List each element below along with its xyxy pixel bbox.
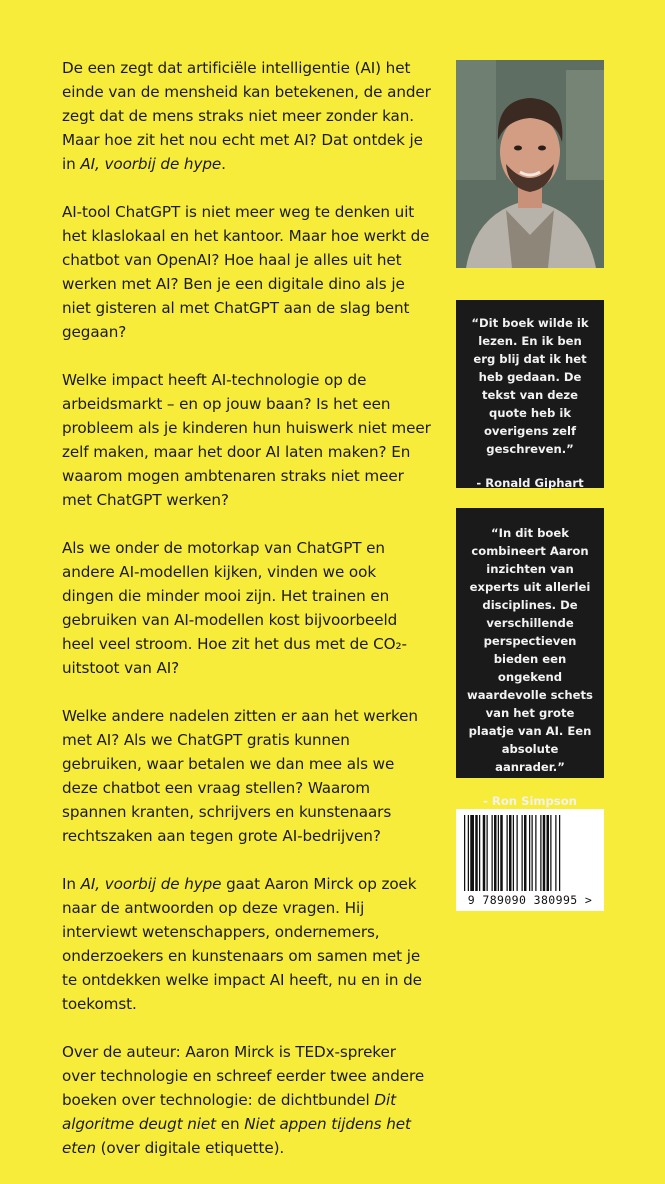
- paragraph: [62, 1040, 432, 1160]
- isbn-barcode: [456, 809, 604, 911]
- paragraph-text: Welke andere nadelen zitten er aan het werken met AI? Als we ChatGPT gratis kunnen gebruiken, waar betalen we dan mee als we deze chatbot een vraag stellen? Waarom spannen kranten, schrijvers en kunstenaars rechtszaken aan tegen grote AI-bedrijven?: [62, 707, 418, 845]
- paragraph-text: gaat Aaron Mirck op zoek naar de antwoorden op deze vragen. Hij interviewt wetenschappers, ondernemers, onderzoekers en kunstenaars om samen met je te ontdekken welke impact AI heeft, nu en in de toekomst.: [62, 875, 422, 1013]
- paragraph: [62, 536, 432, 680]
- barcode-bar: [559, 815, 560, 891]
- paragraph: [62, 872, 432, 1016]
- book-title-italic: AI, voorbij de hype: [80, 875, 222, 893]
- barcode-bar: [475, 815, 478, 891]
- author-photo: [456, 60, 604, 268]
- barcode-bar: [483, 815, 486, 891]
- barcode-bar: [498, 815, 499, 891]
- barcode-digits: 9 789090 380995 >: [467, 893, 593, 907]
- barcode-bar: [487, 815, 488, 891]
- paragraph-text: De een zegt dat artificiële intelligentie (AI) het einde van de mensheid kan betekenen, de ander zegt dat de mens straks niet meer zonder kan. Maar hoe zit het nou echt met AI? Dat ontdek je in: [62, 59, 431, 173]
- book-title-italic: Dit algoritme deugt niet: [62, 1091, 396, 1133]
- paragraph-text: (over digitale etiquette).: [95, 1139, 285, 1157]
- paragraph-text: Over de auteur: Aaron Mirck is TEDx-spreker over technologie en schreef eerder twee andere boeken over technologie: de dichtbundel: [62, 1043, 425, 1109]
- paragraph: [62, 200, 432, 344]
- paragraph-text: Als we onder de motorkap van ChatGPT en andere AI-modellen kijken, vinden we ook dingen die minder mooi zijn. Het trainen en gebruiken van AI-modellen kost bijvoorbeeld heel veel stroom. Hoe zit het dus met de CO₂-uitstoot van AI?: [62, 539, 407, 677]
- paragraph-text: Welke impact heeft AI-technologie op de arbeidsmarkt – en op jouw baan? Is het een probleem als je kinderen hun huiswerk niet meer zelf maken, maar het door AI laten maken? En waarom mogen ambtenaren straks niet meer met ChatGPT werken?: [62, 371, 431, 509]
- barcode-bar: [524, 815, 527, 891]
- paragraph: [62, 368, 432, 512]
- barcode-bar: [479, 815, 480, 891]
- quote-text: “Dit boek wilde ik lezen. En ik ben erg blij dat ik het heb gedaan. De tekst van deze quote heb ik overigens zelf geschreven.”: [471, 316, 589, 456]
- quote-author: - Ron Simpson: [483, 794, 577, 808]
- barcode-bar: [540, 815, 541, 891]
- paragraph-text: en: [216, 1115, 245, 1133]
- quote-box: [456, 508, 604, 808]
- back-cover-text: [62, 56, 432, 1184]
- book-title-italic: AI, voorbij de hype: [80, 155, 222, 173]
- barcode-bar: [470, 815, 474, 891]
- barcode-bar: [507, 815, 508, 891]
- barcode-bar: [492, 815, 493, 891]
- barcode-bar: [532, 815, 533, 891]
- quote-box: [456, 300, 604, 488]
- barcode-bar: [547, 815, 550, 891]
- barcode-bar: [555, 815, 556, 891]
- barcode-bar: [500, 815, 503, 891]
- author-portrait-illustration: [456, 60, 604, 268]
- quote-author: - Ronald Giphart: [476, 476, 584, 490]
- paragraph-text: .: [221, 155, 226, 173]
- paragraph: [62, 704, 432, 848]
- barcode-bar: [468, 815, 469, 891]
- barcode-bar: [494, 815, 497, 891]
- barcode-bar: [517, 815, 518, 891]
- barcode-bar: [535, 815, 536, 891]
- paragraph-text: AI-tool ChatGPT is niet meer weg te denken uit het klaslokaal en het kantoor. Maar hoe werkt de chatbot van OpenAI? Hoe haal je alles uit het werken met AI? Ben je een digitale dino als je niet gisteren al met ChatGPT aan de slag bent gegaan?: [62, 203, 430, 341]
- barcode-bar: [522, 815, 523, 891]
- barcode-bar: [513, 815, 514, 891]
- barcode-bar: [509, 815, 512, 891]
- barcode-bar: [464, 815, 465, 891]
- paragraph: [62, 56, 432, 176]
- quote-text: “In dit boek combineert Aaron inzichten van experts uit allerlei disciplines. De verschillende perspectieven bieden een ongekend waardevolle schets van het grote plaatje van AI. Een absolute aanrader.”: [467, 526, 593, 774]
- barcode-bar: [543, 815, 546, 891]
- barcode-bars: [456, 809, 604, 895]
- paragraph-text: In: [62, 875, 81, 893]
- book-title-italic: Niet appen tijdens het eten: [62, 1115, 411, 1157]
- barcode-bar: [550, 815, 551, 891]
- barcode-bar: [529, 815, 530, 891]
